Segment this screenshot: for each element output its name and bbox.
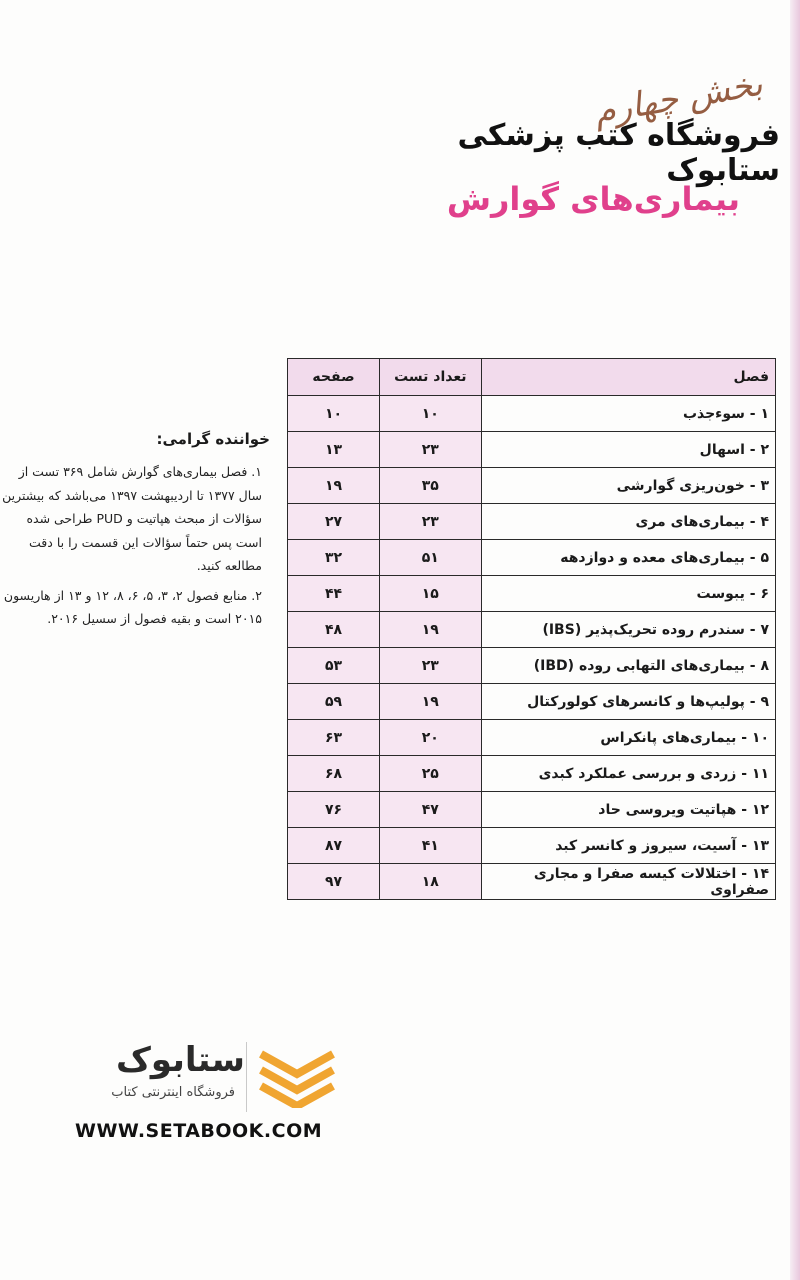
table-row <box>288 756 776 792</box>
count-cell: ۲۰ <box>380 720 482 756</box>
page-cell: ۱۰ <box>288 396 380 432</box>
header-chapter: فصل <box>481 359 775 396</box>
note-heading: خواننده گرامی: <box>156 430 270 448</box>
store-name: فروشگاه کتب پزشکی ستابوک <box>457 118 780 188</box>
setabook-logo-icon <box>257 1048 337 1108</box>
table-row <box>288 648 776 684</box>
brand-name: ستابوک <box>116 1040 245 1080</box>
table-row <box>288 432 776 468</box>
note-item-2: ۲. منابع فصول ۲، ۳، ۵، ۶، ۸، ۱۲ و ۱۳ از هاریسون ۲۰۱۵ است و بقیه فصول از سسیل ۲۰۱۶. <box>3 587 262 626</box>
note-item-1: ۱. فصل بیماری‌های گوارش شامل ۳۶۹ تست از سال ۱۳۷۷ تا اردیبهشت ۱۳۹۷ می‌باشد که بیشترین سؤالات از مبحث هپاتیت و PUD طراحی شده است پس حتماً سؤالات این قسمت را با دقت مطالعه کنید. <box>2 464 262 573</box>
count-cell: ۱۵ <box>380 576 482 612</box>
page-cell: ۱۹ <box>288 468 380 504</box>
page-cell: ۳۲ <box>288 540 380 576</box>
count-cell: ۴۱ <box>380 828 482 864</box>
chapter-cell: ۹ - پولیپ‌ها و کانسرهای کولورکتال <box>481 684 775 720</box>
chapter-cell: ۷ - سندرم روده تحریک‌پذیر (IBS) <box>481 612 775 648</box>
chapter-cell: ۶ - یبوست <box>481 576 775 612</box>
table-row <box>288 828 776 864</box>
table-row <box>288 720 776 756</box>
count-cell: ۱۸ <box>380 864 482 900</box>
note-text <box>0 460 262 640</box>
page-cell: ۴۴ <box>288 576 380 612</box>
chapter-cell: ۸ - بیماری‌های التهابی روده (IBD) <box>481 648 775 684</box>
table-row <box>288 792 776 828</box>
count-cell: ۲۳ <box>380 648 482 684</box>
table-row <box>288 504 776 540</box>
chapter-cell: ۱۲ - هپاتیت ویروسی حاد <box>481 792 775 828</box>
table-row <box>288 684 776 720</box>
page-cell: ۵۳ <box>288 648 380 684</box>
page-cell: ۲۷ <box>288 504 380 540</box>
logo-divider <box>246 1042 247 1112</box>
table-row <box>288 396 776 432</box>
table-row <box>288 468 776 504</box>
page-cell: ۶۸ <box>288 756 380 792</box>
page-edge <box>790 0 800 1280</box>
page-cell: ۶۳ <box>288 720 380 756</box>
count-cell: ۱۰ <box>380 396 482 432</box>
chapter-table <box>287 358 776 900</box>
chapter-title: بیماری‌های گوارش <box>446 180 740 218</box>
chapter-cell: ۳ - خون‌ریزی گوارشی <box>481 468 775 504</box>
page-cell: ۹۷ <box>288 864 380 900</box>
page-cell: ۵۹ <box>288 684 380 720</box>
page-cell: ۷۶ <box>288 792 380 828</box>
count-cell: ۲۳ <box>380 432 482 468</box>
page-cell: ۱۳ <box>288 432 380 468</box>
chapter-cell: ۱۴ - اختلالات کیسه صفرا و مجاری صفراوی <box>481 864 775 900</box>
count-cell: ۲۵ <box>380 756 482 792</box>
header-count: تعداد تست <box>380 359 482 396</box>
page-cell: ۴۸ <box>288 612 380 648</box>
count-cell: ۴۷ <box>380 792 482 828</box>
section-label: بخش چهارم <box>591 63 766 133</box>
count-cell: ۵۱ <box>380 540 482 576</box>
brand-tagline: فروشگاه اینترنتی کتاب <box>111 1085 235 1100</box>
count-cell: ۱۹ <box>380 684 482 720</box>
count-cell: ۳۵ <box>380 468 482 504</box>
chapter-cell: ۱ - سوءجذب <box>481 396 775 432</box>
chapter-cell: ۲ - اسهال <box>481 432 775 468</box>
table-row <box>288 864 776 900</box>
chapter-cell: ۵ - بیماری‌های معده و دوازدهه <box>481 540 775 576</box>
table-row <box>288 540 776 576</box>
table-row <box>288 576 776 612</box>
chapter-cell: ۱۳ - آسیت، سیروز و کانسر کبد <box>481 828 775 864</box>
chapter-cell: ۱۰ - بیماری‌های پانکراس <box>481 720 775 756</box>
count-cell: ۲۳ <box>380 504 482 540</box>
count-cell: ۱۹ <box>380 612 482 648</box>
table-row <box>288 612 776 648</box>
page-cell: ۸۷ <box>288 828 380 864</box>
header-page: صفحه <box>288 359 380 396</box>
chapter-cell: ۱۱ - زردی و بررسی عملکرد کبدی <box>481 756 775 792</box>
chapter-cell: ۴ - بیماری‌های مری <box>481 504 775 540</box>
website-url: WWW.SETABOOK.COM <box>75 1120 323 1142</box>
table-header-row <box>288 359 776 396</box>
